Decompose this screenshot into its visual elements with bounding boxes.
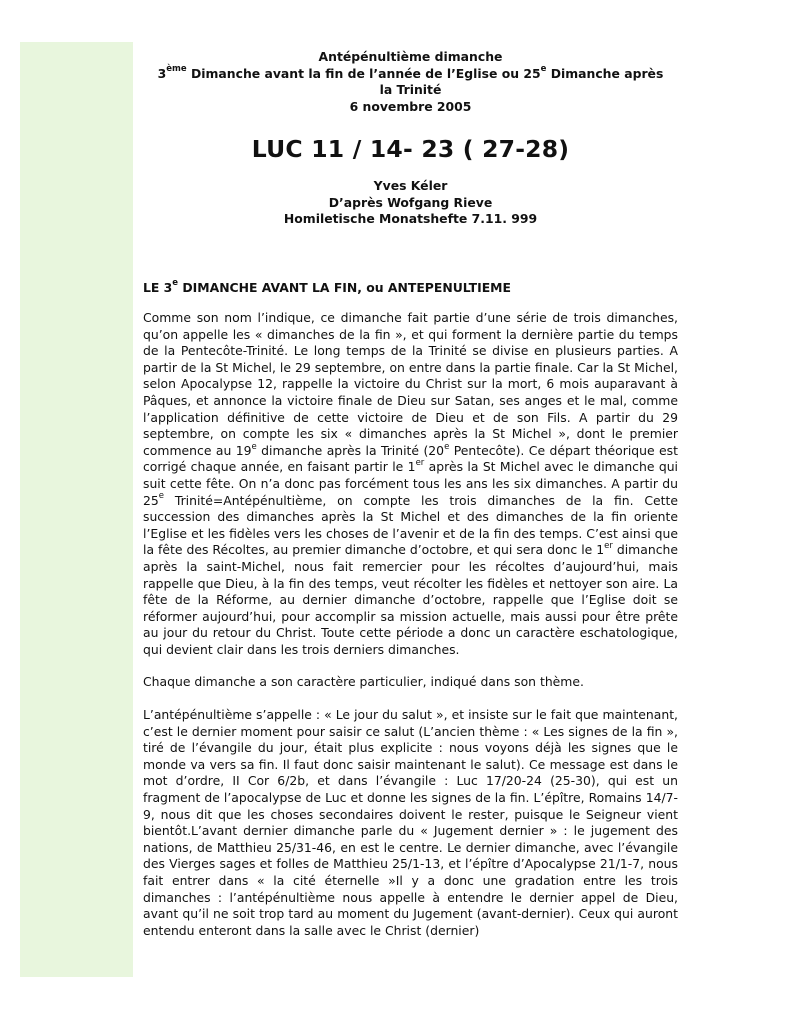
page-title: LUC 11 / 14- 23 ( 27-28) — [251, 135, 570, 163]
author-name: Yves Kéler — [373, 178, 448, 193]
section-heading-a: LE 3 — [143, 279, 173, 295]
header-line-1: Antépénultième dimanche — [318, 49, 503, 64]
paragraph-1-sup-3: er — [415, 458, 425, 469]
margin-strip — [20, 42, 133, 977]
section-heading-b: DIMANCHE AVANT LA FIN, ou ANTEPENULTIEME — [178, 279, 511, 295]
paragraph-1-sup-2: e — [444, 441, 450, 452]
paragraph-1 — [143, 310, 678, 658]
header-line-3: la Trinité — [379, 82, 442, 97]
paragraph-1-part-1: Comme son nom l’indique, ce dimanche fait partie d’une série de trois dimanches, qu’on appelle les « dimanches de la fin », et qui forment la dernière partie du temps de la Pentecôte-Trinité. Le long temps de la Trinité se divise en plusieurs parties. A partir de la St Michel, le 29 septembre, on entre dans la partie finale. Car la St Michel, selon Apocalypse 12, rappelle la victoire du Christ sur la mort, 6 mois auparavant à Pâques, et annonce la victoire finale de Dieu sur Satan, ses anges et le mal, comme l’application définitive de cette victoire de Dieu et de son Fils. A partir du 29 septembre, on compte les six « dimanches après la St Michel », dont le premier commence au 19 — [143, 310, 678, 458]
header-line-2-b: Dimanche avant la fin de l’année de l’Eglise ou 25 — [186, 65, 541, 81]
header-line-2 — [143, 66, 678, 83]
section-heading-sup: e — [172, 278, 179, 289]
section-heading — [143, 280, 678, 297]
paragraph-1-sup-1: e — [251, 441, 257, 452]
paragraph-1-part-4: après la St Michel avec le dimanche qui suit cette fête. On n’a donc pas forcément tous les ans les six dimanches. A partir du 25 — [143, 459, 678, 508]
paragraph-1-part-2: dimanche après la Trinité (20 — [256, 442, 445, 458]
document-header — [143, 49, 678, 115]
paragraph-3: L’antépénultième s’appelle : « Le jour du salut », et insiste sur le fait que maintenant, c’est le dernier moment pour saisir ce salut (L’ancien thème : « Les signes de la fin », tiré de l’évangile du jour, était plus explicite : nous voyons déjà les signes que le monde va vers sa fin. Il faut donc saisir maintenant le salut). Ce message est dans le mot d’ordre, II Cor 6/2b, et dans l’évangile : Luc 17/20-24 (25-30), qui est un fragment de l’apocalypse de Luc et donne les signes de la fin. L’épître, Romains 14/7-9, nous dit que les choses secondaires doivent le rester, puisque le Seigneur vient bientôt.L’avant dernier dimanche parle du « Jugement dernier » : le jugement des nations, de Matthieu 25/31-46, en est le centre. Le dernier dimanche, avec l’évangile des Vierges sages et folles de Matthieu 25/1-13, et l’épître d’Apocalypse 21/1-7, nous fait entrer dans « la cité éternelle »Il y a donc une gradation entre les trois dimanches : l’antépénultième nous appelle à entendre le dernier appel de Dieu, avant qu’il ne soit trop tard au moment du Jugement (avant-dernier). Ceux qui auront entendu enteront dans la salle avec le Christ (dernier) — [143, 707, 678, 938]
header-line-2-sup-1: ème — [166, 64, 187, 75]
header-line-2-c: Dimanche après — [546, 65, 664, 81]
author-publication: Homiletische Monatshefte 7.11. 999 — [283, 211, 538, 226]
author-source: D’après Wofgang Rieve — [328, 194, 493, 210]
header-date: 6 novembre 2005 — [349, 98, 472, 114]
paragraph-1-part-5: Trinité=Antépénultième, on compte les trois dimanches de la fin. Cette succession des dimanches après la St Michel et des dimanches de la fin oriente l’Eglise et les fidèles vers les choses de l’avenir et de la fin des temps. C’est ainsi que la fête des Récoltes, au premier dimanche d’octobre, et qui sera donc le 1 — [143, 492, 678, 558]
paragraph-1-sup-4: e — [158, 491, 165, 502]
header-line-2-sup-2: e — [540, 64, 547, 75]
author-block — [143, 178, 678, 228]
document-page — [143, 49, 678, 955]
paragraph-1-part-6: dimanche après la saint-Michel, nous fait remercier pour les récoltes d’aujourd’hui, mais rappelle que Dieu, à la fin des temps, veut récolter les fidèles et nettoyer son aire. La fête de la Réforme, au dernier dimanche d’octobre, rappelle que l’Eglise doit se réformer aujourd’hui, pour accomplir sa mission actuelle, mais aussi pour être prête au jour du retour du Christ. Toute cette période a donc un caractère eschatologique, qui devient clair dans les trois derniers dimanches. — [143, 542, 678, 657]
paragraph-1-part-3: Pentecôte). Ce départ théorique est corrigé chaque année, en faisant partir le 1 — [143, 442, 678, 475]
header-line-2-a: 3 — [157, 65, 167, 81]
paragraph-1-sup-5: er — [604, 541, 613, 552]
paragraph-2: Chaque dimanche a son caractère particulier, indiqué dans son thème. — [143, 674, 584, 690]
